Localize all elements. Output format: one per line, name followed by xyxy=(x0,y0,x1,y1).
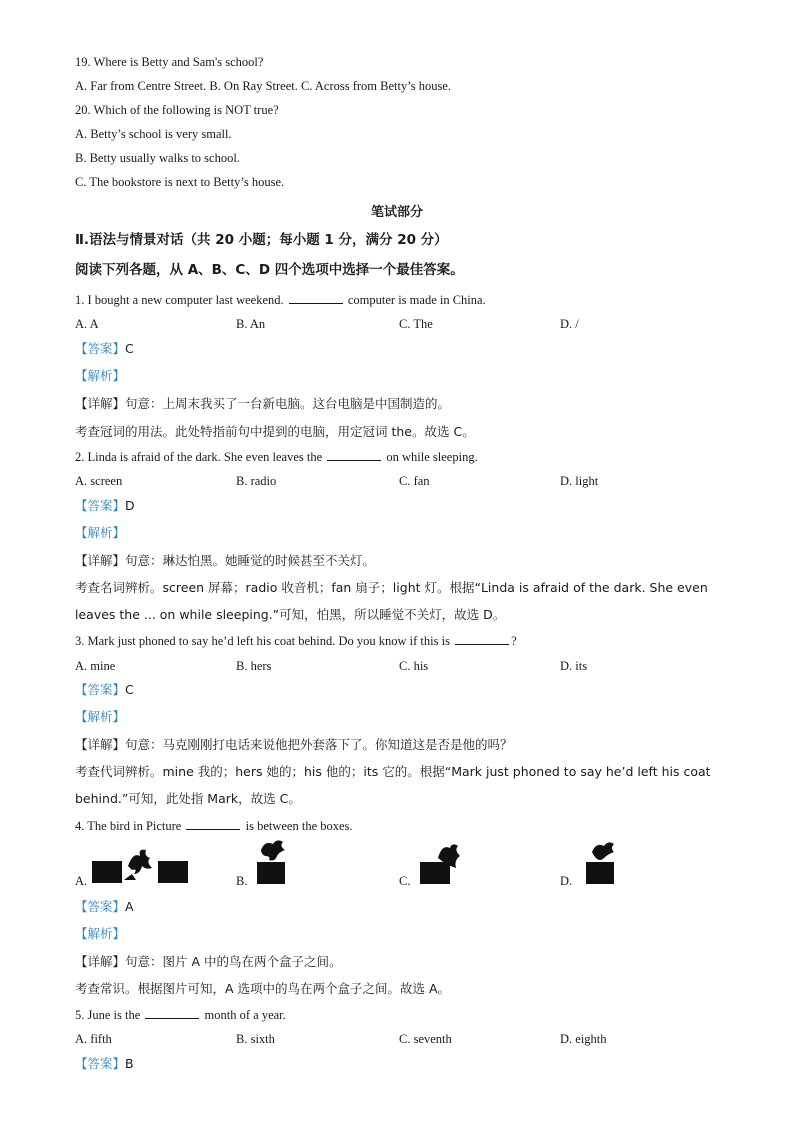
option-a: A. fifth xyxy=(75,1032,112,1046)
answer-label: 【答案】 xyxy=(75,498,126,513)
answer-value: B xyxy=(125,1056,134,1071)
explain-line: 考查常识。根据图片可知，A 选项中的鸟在两个盒子之间。故选 A。 xyxy=(75,981,451,996)
stem-before: 3. Mark just phoned to say he’d left his coat behind. Do you know if this is xyxy=(75,634,450,648)
option-a: A. screen xyxy=(75,474,123,488)
option-c-label: C. xyxy=(399,874,411,888)
option-a-label: A. xyxy=(75,874,88,888)
answer-blank xyxy=(327,449,381,461)
answer-line xyxy=(75,899,134,915)
section-title: 笔试部分 xyxy=(370,205,423,220)
detail-line xyxy=(75,396,450,412)
answer-value: C xyxy=(125,341,134,356)
question-5-stem xyxy=(75,1007,286,1023)
answer-line xyxy=(75,341,134,357)
option-a: A. mine xyxy=(75,659,116,673)
question-20-option-b: B. Betty usually walks to school. xyxy=(75,151,240,165)
explain-line: 考查冠词的用法。此处特指前句中提到的电脑，用定冠词 the。故选 C。 xyxy=(75,424,475,439)
detail-line xyxy=(75,954,342,970)
question-2-stem xyxy=(75,449,478,465)
part-heading: Ⅱ.语法与情景对话（共 20 小题；每小题 1 分，满分 20 分） xyxy=(75,232,448,248)
option-c: C. seventh xyxy=(399,1032,452,1046)
bird-on-box-picture xyxy=(253,838,293,886)
detail-label: 【详解】 xyxy=(75,396,126,411)
explain-line: 考查名词辨析。screen 屏幕；radio 收音机；fan 扇子；light 灯。根据“Linda is afraid of the dark. She even xyxy=(75,580,708,595)
detail-line xyxy=(75,553,375,569)
question-19-options: A. Far from Centre Street. B. On Ray Street. C. Across from Betty’s house. xyxy=(75,79,451,93)
stem-before: 4. The bird in Picture xyxy=(75,819,182,833)
answer-label: 【答案】 xyxy=(75,682,126,697)
option-a: A. A xyxy=(75,317,99,331)
answer-blank xyxy=(455,633,509,645)
question-4-stem xyxy=(75,818,353,834)
option-d: D. / xyxy=(560,317,579,331)
stem-after: on while sleeping. xyxy=(386,450,478,464)
option-d: D. its xyxy=(560,659,588,673)
bird-behind-box-picture xyxy=(416,840,466,886)
option-b: B. sixth xyxy=(236,1032,275,1046)
stem-before: 1. I bought a new computer last weekend. xyxy=(75,293,284,307)
option-b: B. radio xyxy=(236,474,277,488)
detail-label: 【详解】 xyxy=(75,553,126,568)
answer-line xyxy=(75,682,134,698)
analysis-label: 【解析】 xyxy=(75,709,126,724)
option-d-label: D. xyxy=(560,874,573,888)
answer-value: D xyxy=(125,498,135,513)
explain-line: behind.”可知，此处指 Mark，故选 C。 xyxy=(75,791,301,806)
instruction: 阅读下列各题，从 A、B、C、D 四个选项中选择一个最佳答案。 xyxy=(75,262,464,278)
answer-value: A xyxy=(125,899,134,914)
bird-in-box-picture xyxy=(582,838,622,886)
question-1-stem xyxy=(75,292,486,308)
stem-after: is between the boxes. xyxy=(245,819,353,833)
option-d: D. light xyxy=(560,474,599,488)
question-20: 20. Which of the following is NOT true? xyxy=(75,103,279,117)
answer-value: C xyxy=(125,682,134,697)
analysis-label: 【解析】 xyxy=(75,368,126,383)
answer-line xyxy=(75,1056,134,1072)
analysis-label: 【解析】 xyxy=(75,525,126,540)
stem-after: computer is made in China. xyxy=(347,293,486,307)
detail-text: 句意：上周末我买了一台新电脑。这台电脑是中国制造的。 xyxy=(125,396,451,411)
option-b: B. hers xyxy=(236,659,272,673)
stem-after: month of a year. xyxy=(204,1008,286,1022)
stem-after: ? xyxy=(511,634,517,648)
detail-label: 【详解】 xyxy=(75,737,126,752)
option-d: D. eighth xyxy=(560,1032,607,1046)
question-20-option-c: C. The bookstore is next to Betty’s house. xyxy=(75,175,285,189)
answer-label: 【答案】 xyxy=(75,341,126,356)
detail-text: 句意：马克刚刚打电话来说他把外套落下了。你知道这是否是他的吗？ xyxy=(125,737,513,752)
question-19: 19. Where is Betty and Sam's school? xyxy=(75,55,264,69)
option-b-label: B. xyxy=(236,874,248,888)
question-20-option-a: A. Betty’s school is very small. xyxy=(75,127,232,141)
detail-text: 句意：琳达怕黑。她睡觉的时候甚至不关灯。 xyxy=(125,553,376,568)
answer-label: 【答案】 xyxy=(75,899,126,914)
option-c: C. The xyxy=(399,317,433,331)
option-c: C. his xyxy=(399,659,429,673)
question-3-stem xyxy=(75,633,517,649)
detail-line xyxy=(75,737,513,753)
answer-line xyxy=(75,498,135,514)
detail-label: 【详解】 xyxy=(75,954,126,969)
answer-blank xyxy=(289,292,343,304)
bird-between-boxes-picture xyxy=(88,844,192,886)
analysis-label: 【解析】 xyxy=(75,926,126,941)
explain-line: leaves the ... on while sleeping.”可知，怕黑，所以睡觉不关灯，故选 D。 xyxy=(75,607,506,622)
option-b: B. An xyxy=(236,317,266,331)
answer-blank xyxy=(186,818,240,830)
answer-blank xyxy=(145,1007,199,1019)
answer-label: 【答案】 xyxy=(75,1056,126,1071)
detail-text: 句意：图片 A 中的鸟在两个盒子之间。 xyxy=(125,954,342,969)
explain-line: 考查代词辨析。mine 我的；hers 她的；his 他的；its 它的。根据“Mark just phoned to say he’d left his coat xyxy=(75,764,711,779)
option-c: C. fan xyxy=(399,474,430,488)
stem-before: 5. June is the xyxy=(75,1008,141,1022)
stem-before: 2. Linda is afraid of the dark. She even leaves the xyxy=(75,450,323,464)
